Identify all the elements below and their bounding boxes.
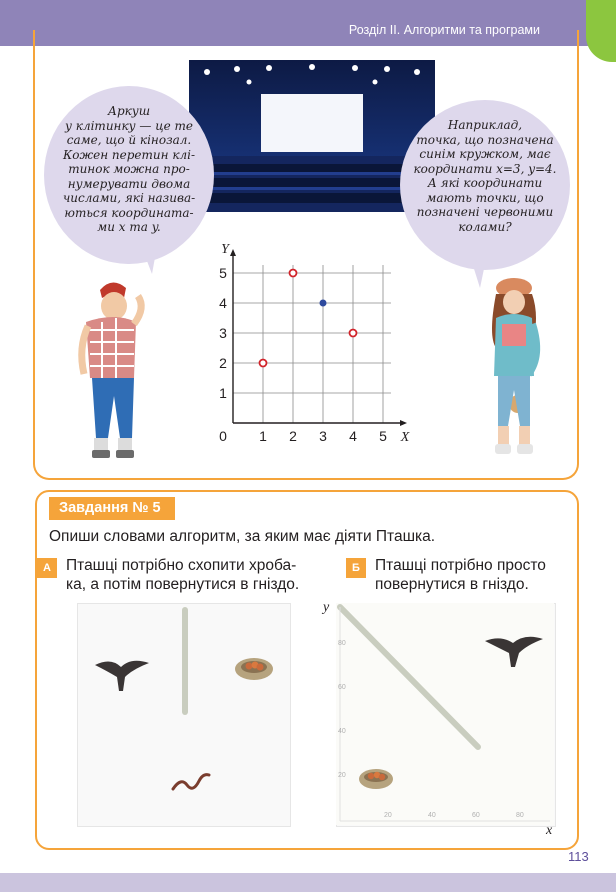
panel-b-y-tick: 40	[338, 728, 346, 735]
y-tick-label: 3	[219, 325, 227, 341]
girl-illustration	[476, 276, 556, 461]
worm-icon	[173, 775, 209, 789]
panel-a-scene	[77, 603, 289, 825]
task-description: Опиши словами алгоритм, за яким має діяти Пташка.	[49, 528, 436, 545]
red-hollow-point	[290, 270, 297, 277]
left-bubble-text: Аркуш у клітинку — це те саме, що й кінозал. Кожен перетин клі- тинок можна про- нумерувати двома числами, які назива- ються координата- ми x та y.	[62, 104, 196, 234]
x-tick-label: 5	[379, 428, 387, 444]
y-axis-arrow	[230, 249, 236, 256]
panel-b-x-tick: 60	[472, 812, 480, 819]
corner-tab	[586, 0, 616, 62]
cinema-hall-image	[189, 60, 435, 212]
bottom-bar	[0, 873, 616, 892]
right-bubble-text: Наприклад, точка, що позначена синім кружком, має координати x=3, y=4. А які координати мають точки, що позначені червоними колами?	[413, 118, 557, 234]
task-badge: Завдання № 5	[49, 497, 175, 520]
x-tick-label: 0	[219, 428, 227, 444]
subtask-a-marker: А	[37, 558, 57, 578]
y-tick-label: 5	[219, 265, 227, 281]
panel-b-x-tick: 20	[384, 812, 392, 819]
subtask-b-text: Пташці потрібно просто повернутися в гніздо.	[375, 557, 546, 593]
x-tick-label: 3	[319, 428, 327, 444]
blue-point	[320, 300, 327, 307]
panel-b-scene	[336, 603, 554, 825]
panel-b-y-label: y	[323, 600, 330, 615]
panel-b-x-tick: 80	[516, 812, 524, 819]
subtask-a-text: Пташці потрібно схопити хроба- ка, а потім повернутися в гніздо.	[66, 557, 300, 593]
bird-icon	[95, 661, 149, 691]
coordinate-grid-chart	[205, 240, 420, 450]
nest-icon	[235, 658, 273, 680]
panel-b-y-tick: 80	[338, 640, 346, 647]
x-tick-label: 1	[259, 428, 267, 444]
red-hollow-point	[350, 330, 357, 337]
x-axis-label: X	[400, 430, 410, 445]
y-tick-label: 1	[219, 385, 227, 401]
y-tick-label: 4	[219, 295, 227, 311]
y-tick-label: 2	[219, 355, 227, 371]
x-axis-arrow	[400, 420, 407, 426]
nest-icon	[359, 769, 393, 789]
section-title: Розділ ІІ. Алгоритми та програми	[348, 23, 540, 37]
panel-b-x-tick: 40	[428, 812, 436, 819]
panel-b-y-tick: 60	[338, 684, 346, 691]
x-tick-label: 2	[289, 428, 297, 444]
subtask-b-marker: Б	[346, 558, 366, 578]
panel-b-x-label: x	[546, 823, 553, 838]
panel-b-y-tick: 20	[338, 772, 346, 779]
red-hollow-point	[260, 360, 267, 367]
page-number: 113	[568, 849, 589, 864]
boy-illustration	[72, 278, 152, 463]
x-tick-label: 4	[349, 428, 357, 444]
y-axis-label: Y	[221, 242, 229, 257]
